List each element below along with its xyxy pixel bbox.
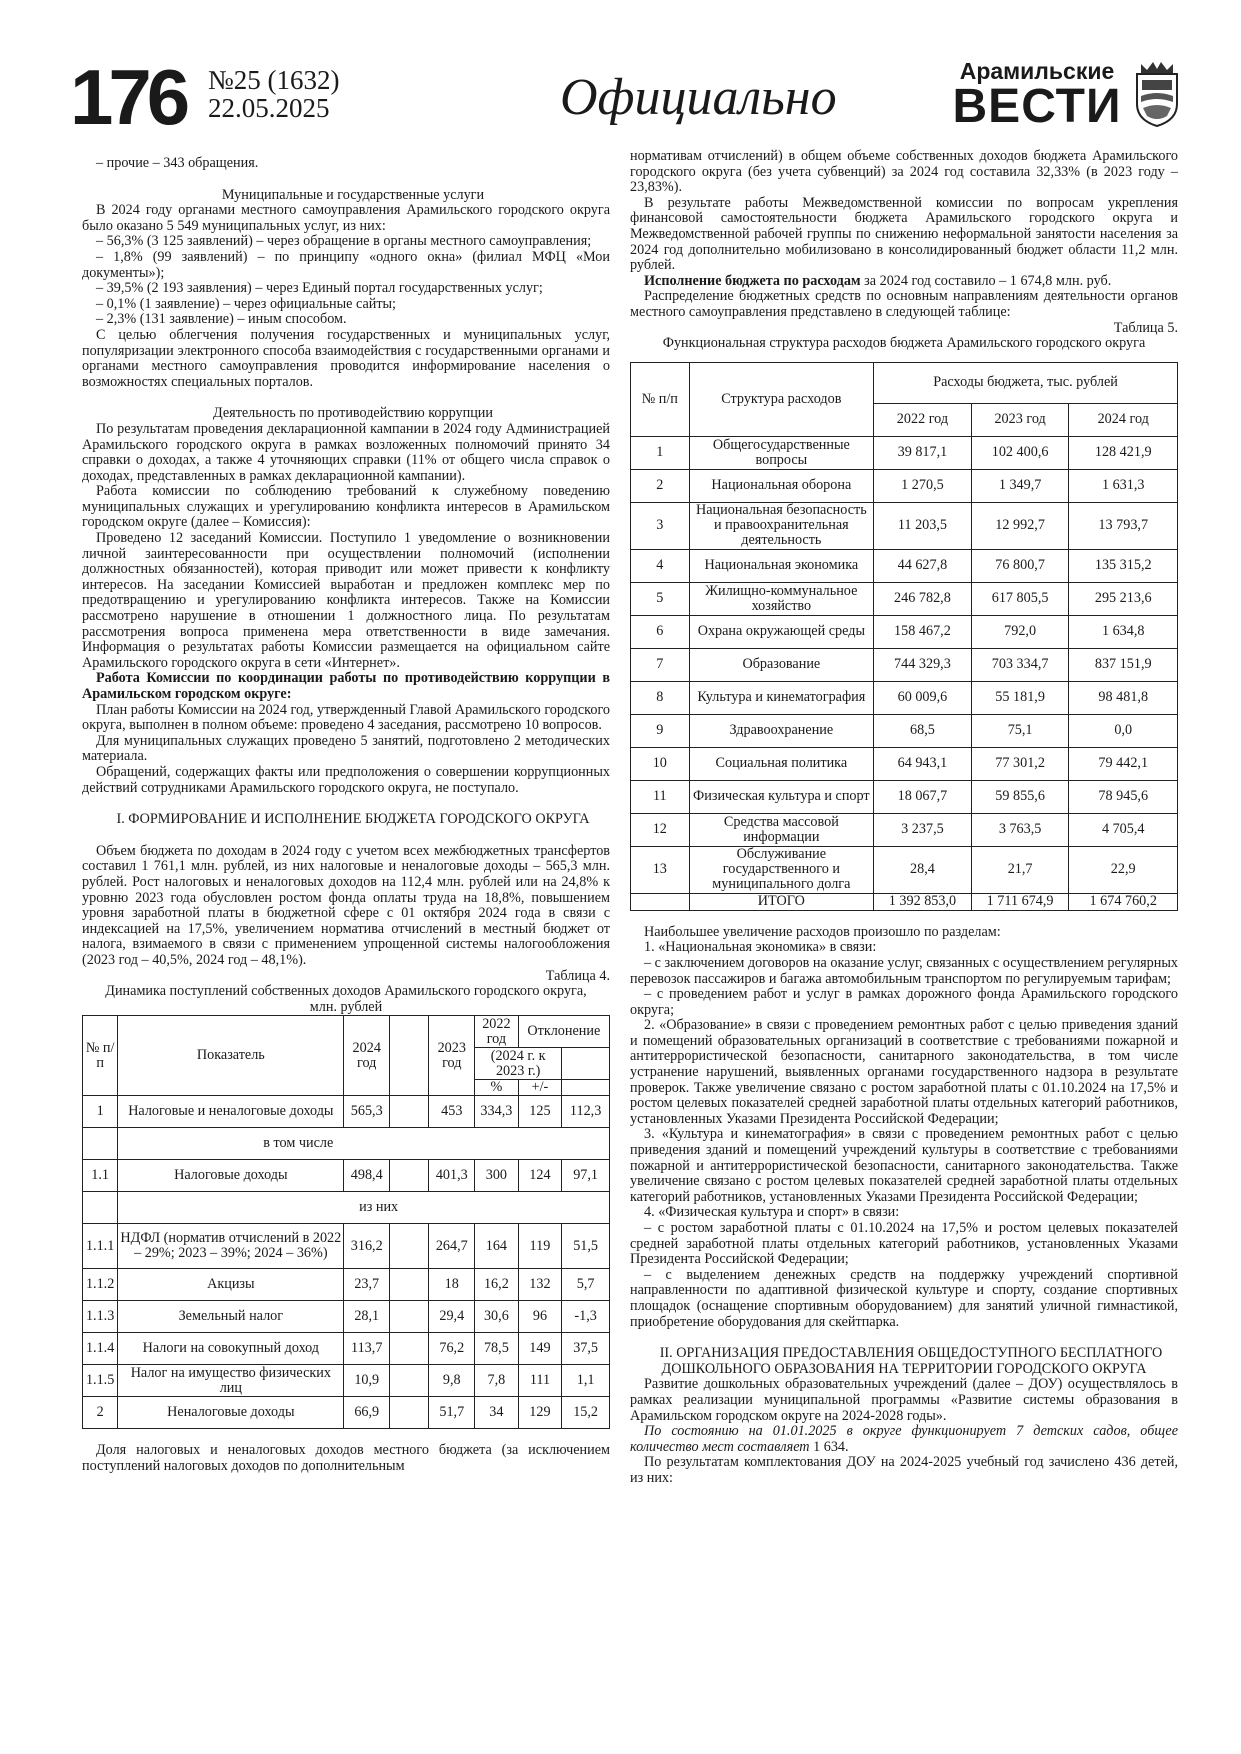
masthead — [70, 53, 1180, 148]
cell: 79 442,1 — [1069, 747, 1178, 780]
cell: Налог на имущество физических лиц — [118, 1365, 344, 1397]
cell: -1,3 — [562, 1301, 610, 1333]
cell: 401,3 — [429, 1160, 475, 1192]
cell: Обслуживание государственного и муниципального долга — [689, 846, 874, 893]
cell: 1 270,5 — [874, 469, 972, 502]
right-column — [630, 149, 1178, 1487]
table-row — [631, 549, 1178, 582]
cell-empty — [390, 1160, 429, 1192]
table-row — [631, 469, 1178, 502]
cell: 132 — [518, 1269, 562, 1301]
cell: 78,5 — [475, 1333, 519, 1365]
col-header: 2024 год — [344, 1016, 390, 1096]
cell-empty — [83, 1128, 118, 1160]
cell: НДФЛ (норматив отчислений в 2022 – 29%; 2023 – 39%; 2024 – 36%) — [118, 1224, 344, 1269]
text-run: 1 634. — [809, 1438, 849, 1455]
cell: 3 — [631, 502, 690, 549]
cell: 1.1.5 — [83, 1365, 118, 1397]
text-paragraph: С целью облегчения получения государственных и муниципальных услуг, популяризации электронного способа взаимодействия с государственными органами и органами местного самоуправления проводится информирование населения о возможностях специальных порталов. — [82, 326, 610, 390]
italic-run: По состоянию на 01.01.2025 в округе функционирует 7 детских садов, общее количество мест составляет — [630, 1423, 1178, 1455]
col-header: +/- — [518, 1080, 562, 1096]
table-row — [83, 1365, 610, 1397]
text-paragraph: 1. «Национальная экономика» в связи: — [644, 939, 877, 956]
cell: 1 711 674,9 — [971, 893, 1069, 910]
cell: Социальная политика — [689, 747, 874, 780]
subheading-services: Муниципальные и государственные услуги — [221, 186, 485, 203]
cell: 1.1.2 — [83, 1269, 118, 1301]
table-total-row — [631, 893, 1178, 910]
text-paragraph: По результатам проведения декларационной кампании в 2024 году Администрацией Арамильского городского округа в рамках возложенных полномочий принято 34 справки о доходах, а также 4 уточняющих справки (11% от общего числа справок о доходах, представленных в рамках декларационной кампании). — [82, 420, 610, 484]
section-title: Официально — [560, 69, 837, 126]
text-paragraph: Развитие дошкольных образовательных учреждений (далее – ДОУ) осуществлялось в рамках реализации муниципальной программы «Развитие системы образования в Арамильском городском округе на 2024-2028 годы». — [630, 1376, 1178, 1424]
cell: 2 — [83, 1397, 118, 1429]
table-row — [83, 1224, 610, 1269]
col-header: (2024 г. к 2023 г.) — [475, 1048, 562, 1080]
left-column — [82, 156, 610, 1474]
cell: 119 — [518, 1224, 562, 1269]
cell: 60 009,6 — [874, 681, 972, 714]
cell: Культура и кинематография — [689, 681, 874, 714]
col-header: Расходы бюджета, тыс. рублей — [874, 362, 1178, 403]
cell: 316,2 — [344, 1224, 390, 1269]
table-row — [631, 436, 1178, 469]
cell: 3 763,5 — [971, 813, 1069, 846]
cell: 64 943,1 — [874, 747, 972, 780]
cell: 28,4 — [874, 846, 972, 893]
cell: Акцизы — [118, 1269, 344, 1301]
cell: 703 334,7 — [971, 648, 1069, 681]
text-paragraph: Для муниципальных служащих проведено 5 занятий, подготовлено 2 методических материала. — [82, 732, 610, 765]
section-heading-2: II. ОРГАНИЗАЦИЯ ПРЕДОСТАВЛЕНИЯ ОБЩЕДОСТУПНОГО БЕСПЛАТНОГО ДОШКОЛЬНОГО ОБРАЗОВАНИЯ НА ТЕРРИТОРИИ ГОРОДСКОГО ОКРУГА — [659, 1345, 1163, 1377]
text-paragraph: – с выделением денежных средств на поддержку учреждений спортивной направленности по адаптивной физической культуре и спорту, создание спортивных площадок (оснащение спортивным оборудованием) для занятий уличной гимнастикой, приобретение оборудования для скейтпарка. — [630, 1266, 1178, 1330]
cell: 1 631,3 — [1069, 469, 1178, 502]
cell: 59 855,6 — [971, 780, 1069, 813]
cell: 1 392 853,0 — [874, 893, 972, 910]
cell: 1 — [83, 1096, 118, 1128]
col-header: № п/п — [83, 1016, 118, 1096]
cell: 44 627,8 — [874, 549, 972, 582]
table-subheader-row — [83, 1192, 610, 1224]
cell: Средства массовой информации — [689, 813, 874, 846]
cell: 1.1.1 — [83, 1224, 118, 1269]
cell: 29,4 — [429, 1301, 475, 1333]
cell: 97,1 — [562, 1160, 610, 1192]
text-paragraph: – 2,3% (131 заявление) – иным способом. — [96, 311, 347, 328]
cell: 124 — [518, 1160, 562, 1192]
cell: 11 203,5 — [874, 502, 972, 549]
subheader-label: в том числе — [263, 1135, 334, 1152]
col-header: № п/п — [631, 362, 690, 436]
cell: Здравоохранение — [689, 714, 874, 747]
table-row — [83, 1160, 610, 1192]
cell: 76 800,7 — [971, 549, 1069, 582]
cell: 7 — [631, 648, 690, 681]
cell: 164 — [475, 1224, 519, 1269]
cell: Неналоговые доходы — [118, 1397, 344, 1429]
cell: Налоги на совокупный доход — [118, 1333, 344, 1365]
cell: 1.1 — [83, 1160, 118, 1192]
cell: 37,5 — [562, 1333, 610, 1365]
cell: 264,7 — [429, 1224, 475, 1269]
expenses-table — [630, 362, 1178, 911]
cell: 1.1.3 — [83, 1301, 118, 1333]
text-paragraph: Доля налоговых и неналоговых доходов местного бюджета (за исключением поступлений налоговых доходов по дополнительным — [82, 1442, 610, 1474]
table-row — [83, 1096, 610, 1128]
cell: 5 — [631, 582, 690, 615]
table-row — [631, 648, 1178, 681]
table-subheader-row — [83, 1128, 610, 1160]
table-row — [631, 813, 1178, 846]
table-row — [631, 714, 1178, 747]
table-units: млн. рублей — [309, 998, 383, 1015]
cell-empty — [390, 1333, 429, 1365]
text-paragraph: Проведено 12 заседаний Комиссии. Поступило 1 уведомление о возникновении личной заинтересованности при осуществлении полномочий (исполнении должностных обязанностей), которая приводит или может привести к конфликту интересов. На заседании Комиссией выработан и предложен комплекс мер по предотвращению и урегулированию конфликта интересов. Также на Комиссии рассмотрено нарушение в отношении 1 должностного лица. По результатам рассмотрения вопроса применена мера ответственности в виде замечания. Информация о результатах работы Комиссии размещается на официальном сайте Арамильского городского округа в сети «Интернет». — [82, 530, 610, 671]
table-label: Таблица 5. — [1113, 319, 1178, 336]
cell-empty — [390, 1397, 429, 1429]
text-paragraph: Наибольшее увеличение расходов произошло по разделам: — [644, 923, 1001, 940]
cell: 55 181,9 — [971, 681, 1069, 714]
cell: Образование — [689, 648, 874, 681]
cell: 4 — [631, 549, 690, 582]
text-paragraph: 4. «Физическая культура и спорт» в связи: — [644, 1204, 900, 1221]
table-row — [83, 1333, 610, 1365]
brand-top: Арамильские — [959, 58, 1115, 84]
cell: Физическая культура и спорт — [689, 780, 874, 813]
cell-empty — [390, 1269, 429, 1301]
col-header: Показатель — [118, 1016, 344, 1096]
cell: 334,3 — [475, 1096, 519, 1128]
cell: Налоговые и неналоговые доходы — [118, 1096, 344, 1128]
cell: 7,8 — [475, 1365, 519, 1397]
cell: 78 945,6 — [1069, 780, 1178, 813]
table-row — [631, 681, 1178, 714]
table-title: Функциональная структура расходов бюджета Арамильского городского округа — [662, 335, 1146, 352]
table-title: Динамика поступлений собственных доходов Арамильского городского округа, — [105, 983, 587, 1000]
cell-empty — [83, 1192, 118, 1224]
page-number: 176 — [70, 53, 186, 141]
col-header: 2022 год — [874, 403, 972, 436]
col-header-empty — [562, 1048, 610, 1080]
table-row — [631, 615, 1178, 648]
cell: 5,7 — [562, 1269, 610, 1301]
cell: 15,2 — [562, 1397, 610, 1429]
cell: 4 705,4 — [1069, 813, 1178, 846]
cell: 6 — [631, 615, 690, 648]
cell: 28,1 — [344, 1301, 390, 1333]
brand-main: ВЕСТИ — [952, 80, 1122, 133]
col-header: 2022 год — [475, 1016, 519, 1048]
text-paragraph: В 2024 году органами местного самоуправления Арамильского городского округа было оказано 5 549 муниципальных услуг, из них: — [82, 202, 610, 234]
subheading-corruption: Деятельность по противодействию коррупции — [213, 405, 493, 422]
table-row — [631, 846, 1178, 893]
cell: Общегосударственные вопросы — [689, 436, 874, 469]
cell: 125 — [518, 1096, 562, 1128]
cell: 75,1 — [971, 714, 1069, 747]
table-row — [631, 747, 1178, 780]
text-paragraph: По результатам комплектования ДОУ на 2024-2025 учебный год зачислено 436 детей, из них: — [630, 1454, 1178, 1486]
text-paragraph: План работы Комиссии на 2024 год, утвержденный Главой Арамильского городского округа, выполнен в полном объеме: проведено 4 заседания, рассмотрено 10 вопросов. — [82, 701, 610, 734]
cell: 1 634,8 — [1069, 615, 1178, 648]
cell: ИТОГО — [689, 893, 874, 910]
cell: 112,3 — [562, 1096, 610, 1128]
cell: 0,0 — [1069, 714, 1178, 747]
cell: 295 213,6 — [1069, 582, 1178, 615]
cell-empty — [390, 1365, 429, 1397]
col-header: 2023 год — [429, 1016, 475, 1096]
cell: 10 — [631, 747, 690, 780]
cell: 18 067,7 — [874, 780, 972, 813]
cell: 135 315,2 — [1069, 549, 1178, 582]
cell: 1,1 — [562, 1365, 610, 1397]
cell: 23,7 — [344, 1269, 390, 1301]
text-paragraph: В результате работы Межведомственной комиссии по вопросам укрепления финансовой самостоятельности бюджета Арамильского городского округа и Межведомственной рабочей группы по снижению неформальной занятости населения за 2024 год дополнительно мобилизовано в консолидированный бюджет области 11,2 млн. рублей. — [630, 194, 1178, 274]
table-row — [83, 1301, 610, 1333]
cell: 1 — [631, 436, 690, 469]
table-row — [83, 1397, 610, 1429]
cell: Охрана окружающей среды — [689, 615, 874, 648]
coat-of-arms-icon — [1133, 60, 1181, 128]
cell: Национальная экономика — [689, 549, 874, 582]
cell: 744 329,3 — [874, 648, 972, 681]
text-paragraph: Распределение бюджетных средств по основным направлениям деятельности органов местного самоуправления представлено в следующей таблице: — [630, 288, 1178, 320]
cell: 51,7 — [429, 1397, 475, 1429]
cell: 96 — [518, 1301, 562, 1333]
table-row — [631, 582, 1178, 615]
text-paragraph: – 0,1% (1 заявление) – через официальные сайты; — [96, 295, 397, 312]
cell: 8 — [631, 681, 690, 714]
cell: Жилищно-коммунальное хозяйство — [689, 582, 874, 615]
cell-subheader — [118, 1128, 610, 1160]
text-paragraph: – прочие – 343 обращения. — [96, 155, 259, 171]
cell: 2 — [631, 469, 690, 502]
cell: 76,2 — [429, 1333, 475, 1365]
col-header: 2023 год — [971, 403, 1069, 436]
cell: 66,9 — [344, 1397, 390, 1429]
cell: 30,6 — [475, 1301, 519, 1333]
col-header: % — [475, 1080, 519, 1096]
cell: 128 421,9 — [1069, 436, 1178, 469]
cell: 1.1.4 — [83, 1333, 118, 1365]
cell: Национальная безопасность и правоохранительная деятельность — [689, 502, 874, 549]
cell: 792,0 — [971, 615, 1069, 648]
cell: 111 — [518, 1365, 562, 1397]
cell: 39 817,1 — [874, 436, 972, 469]
cell: Национальная оборона — [689, 469, 874, 502]
cell-empty — [390, 1301, 429, 1333]
bold-lead: Исполнение бюджета по расходам — [644, 272, 861, 289]
col-header: 2024 год — [1069, 403, 1178, 436]
cell: 11 — [631, 780, 690, 813]
cell: 12 — [631, 813, 690, 846]
cell: 453 — [429, 1096, 475, 1128]
text-paragraph: – 56,3% (3 125 заявлений) – через обращение в органы местного самоуправления; — [96, 233, 592, 250]
cell: 129 — [518, 1397, 562, 1429]
text-paragraph: Обращений, содержащих факты или предположения о совершении коррупционных действий сотрудниками Арамильского городского округа, не поступало. — [82, 763, 610, 796]
text-paragraph-bold: Работа Комиссии по координации работы по противодействию коррупции в Арамильском городском округе: — [82, 670, 610, 702]
cell: 77 301,2 — [971, 747, 1069, 780]
cell: 1 674 760,2 — [1069, 893, 1178, 910]
cell: 149 — [518, 1333, 562, 1365]
cell: Налоговые доходы — [118, 1160, 344, 1192]
cell: 51,5 — [562, 1224, 610, 1269]
table-row — [631, 780, 1178, 813]
issue-date: 22.05.2025 — [208, 93, 330, 123]
cell: 300 — [475, 1160, 519, 1192]
cell: 565,3 — [344, 1096, 390, 1128]
text-paragraph: – с ростом заработной платы с 01.10.2024 на 17,5% и ростом целевых показателей средней заработной платы отдельных категорий работников, установленных Указами Президента Российской Федерации; — [630, 1220, 1178, 1268]
text-paragraph: – 39,5% (2 193 заявления) – через Единый портал государственных услуг; — [96, 280, 543, 297]
subheader-label: из них — [359, 1199, 399, 1216]
text-paragraph: 2. «Образование» в связи с проведением ремонтных работ с целью приведения зданий и помещений образовательных организаций в соответствие с требованиями пожарной и антитеррористической безопасности, санитарного законодательства, в том числе устранение нарушений, выявленных органами государственного надзора в результате проверок. Также увеличение связано с ростом заработной платы с 01.10.2024 на 17,5% и ростом целевых показателей средней заработной платы отдельных категорий работников, установленных Указами Президента Российской Федерации; — [630, 1017, 1178, 1127]
cell: 9 — [631, 714, 690, 747]
text-paragraph: – с заключением договоров на оказание услуг, связанных с осуществлением регулярных перевозок пассажиров и багажа автомобильным транспортом по регулируемым тарифам; — [630, 954, 1178, 987]
text-paragraph — [630, 274, 1178, 290]
col-header-empty — [562, 1080, 610, 1096]
section-heading-1: I. ФОРМИРОВАНИЕ И ИСПОЛНЕНИЕ БЮДЖЕТА ГОРОДСКОГО ОКРУГА — [116, 811, 590, 828]
cell: 10,9 — [344, 1365, 390, 1397]
col-header: Структура расходов — [689, 362, 874, 436]
cell: 21,7 — [971, 846, 1069, 893]
cell: 13 793,7 — [1069, 502, 1178, 549]
text-paragraph: Работа комиссии по соблюдению требований к служебному поведению муниципальных служащих и урегулированию конфликта интересов в Арамильском городском округе (далее – Комиссия): — [82, 483, 610, 531]
table-label: Таблица 4. — [545, 967, 610, 984]
cell: 837 151,9 — [1069, 648, 1178, 681]
text-paragraph — [630, 1424, 1178, 1455]
col-header-empty — [390, 1016, 429, 1096]
text-paragraph: – 1,8% (99 заявлений) – по принципу «одного окна» (филиал МФЦ «Мои документы»); — [82, 248, 610, 281]
cell: 9,8 — [429, 1365, 475, 1397]
issue-info — [208, 66, 340, 122]
col-header: Отклонение — [518, 1016, 609, 1048]
cell-empty — [390, 1096, 429, 1128]
text-paragraph: – с проведением работ и услуг в рамках дорожного фонда Арамильского городского округа; — [630, 986, 1178, 1018]
cell: 246 782,8 — [874, 582, 972, 615]
cell: 158 467,2 — [874, 615, 972, 648]
cell: 13 — [631, 846, 690, 893]
cell: 1 349,7 — [971, 469, 1069, 502]
newspaper-logo — [952, 58, 1122, 133]
cell-subheader — [118, 1192, 610, 1224]
cell: 498,4 — [344, 1160, 390, 1192]
cell: 113,7 — [344, 1333, 390, 1365]
cell: 16,2 — [475, 1269, 519, 1301]
income-table — [82, 1015, 610, 1429]
text-paragraph: Объем бюджета по доходам в 2024 году с учетом всех межбюджетных трансфертов составил 1 761,1 млн. рублей, из них налоговые и неналоговые доходы – 565,3 млн. рублей. Рост налоговых и неналоговых доходов на 112,4 млн. рублей или на 24,8% к уровню 2023 года обусловлен ростом фонда оплаты труда на 18,8%, повышением уровня заработной платы в бюджетной сфере с 01 октября 2024 года в связи с индексацией на 17,5%, увеличением норматива отчислений в местный бюджет от налога, взимаемого в связи с применением упрощенной системы налогообложения (2023 год – 40,5%, 2024 год – 48,1%). — [82, 842, 610, 968]
cell: 68,5 — [874, 714, 972, 747]
cell: 34 — [475, 1397, 519, 1429]
table-row — [83, 1269, 610, 1301]
cell: 22,9 — [1069, 846, 1178, 893]
cell: 3 237,5 — [874, 813, 972, 846]
cell: Земельный налог — [118, 1301, 344, 1333]
cell: 98 481,8 — [1069, 681, 1178, 714]
text-paragraph: нормативам отчислений) в общем объеме собственных доходов бюджета Арамильского городского округа (без учета субвенций) за 2024 год составила 32,33% (в 2023 году – 23,83%). — [630, 148, 1178, 196]
cell: 617 805,5 — [971, 582, 1069, 615]
cell-empty — [390, 1224, 429, 1269]
table-row — [631, 502, 1178, 549]
text-run: за 2024 год составило – 1 674,8 млн. руб. — [860, 272, 1112, 289]
cell: 12 992,7 — [971, 502, 1069, 549]
cell-empty — [631, 893, 690, 910]
cell: 18 — [429, 1269, 475, 1301]
text-paragraph: 3. «Культура и кинематография» в связи с проведением ремонтных работ с целью приведения зданий и помещений учреждений культуры в соответствие с требованиями пожарной и антитеррористической безопасности, санитарного законодательства. Также увеличение связано с ростом целевых показателей средней заработной платы отдельных категорий работников, установленных Указами Президента Российской Федерации; — [630, 1126, 1178, 1205]
issue-number: №25 (1632) — [208, 65, 340, 95]
cell: 102 400,6 — [971, 436, 1069, 469]
